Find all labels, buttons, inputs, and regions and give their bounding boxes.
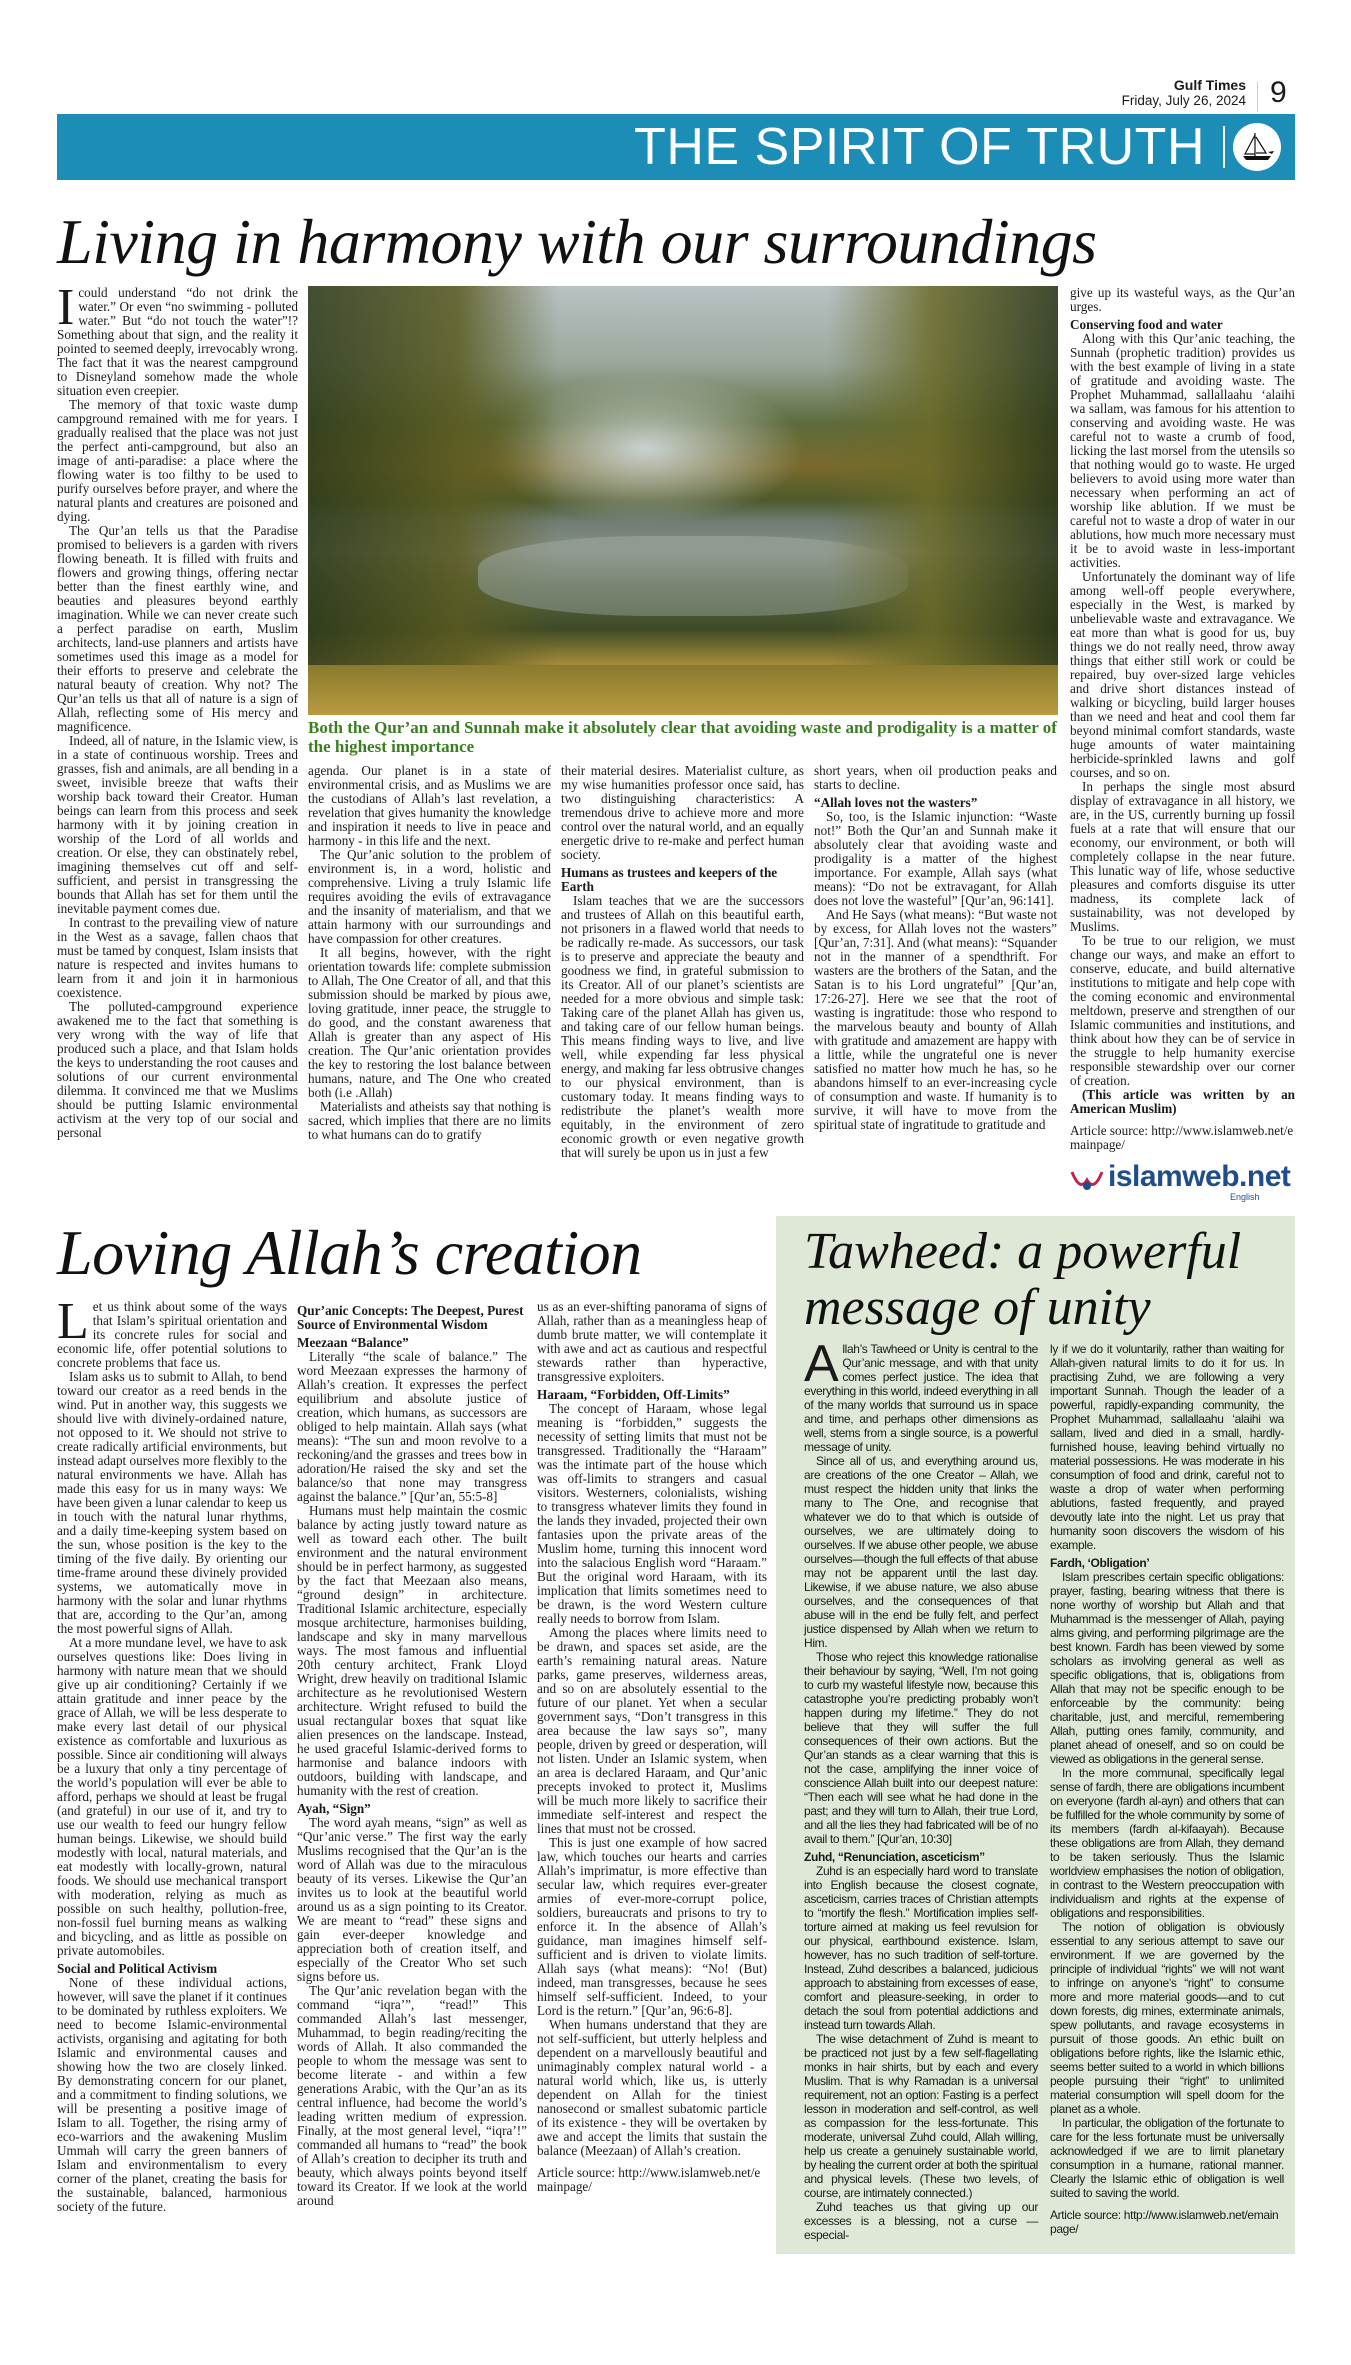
subheading: Haraam, “Forbidden, Off-Limits” (537, 1387, 730, 1402)
article1-column-3 (561, 764, 804, 1160)
lake-photo (308, 286, 1058, 715)
masthead-divider (1257, 82, 1258, 112)
subheading: Conserving food and water (1070, 317, 1223, 332)
paragraph: their material desires. Materialist culture, as my wise humanities professor once said, has two distinguishing characteristics: A tremendous drive to achieve more and more control over the natural world, and an equally energetic drive to re-make and perfect human society. (561, 763, 804, 862)
page-number: 9 (1270, 76, 1287, 109)
section-banner (57, 114, 1295, 180)
article1-right (1070, 286, 1295, 1200)
subheading: “Allah loves not the wasters” (814, 795, 978, 810)
article2-column-3 (537, 1300, 767, 2194)
subheading: Ayah, “Sign” (297, 1801, 371, 1816)
paragraph: The Qur’anic revelation began with the command “iqra’”, “read!” This commanded Allah’s last messenger, Muhammad, to begin reading/reciting the words of Allah. It also commanded the people to whom the message was sent to become literate - and within a few generations Arabic, with the Qur’an as its central influence, had become the world’s leading written medium of expression. Finally, at the most general level, “iqra’!” commanded all humans to “read” the book of Allah’s creation to decipher its truth and beauty, which always points beyond itself toward its Creator. If we look at the world around (297, 1983, 527, 2208)
article-source: Article source: http://www.islamweb.net/emainpage/ (1050, 2208, 1279, 2236)
lower-section (57, 1216, 1295, 2254)
subheading: Humans as trustees and keepers of the Earth (561, 865, 778, 894)
masthead-publication (1060, 78, 1246, 108)
paragraph: Indeed, all of nature, in the Islamic view, is in a state of continuous worship. Trees and grasses, fish and animals, are all bending in a sweet, invisible breeze that wafts their worship back toward their Creator. Human beings can learn from this process and seek harmony with it by joining creation in worship of the Lord of all worlds and creation. Or else, they can obstinately rebel, imagining themselves cut off and self-sufficient, and persist in transgressing the bounds that Allah has set for them until the inevitable payment comes due. (57, 733, 298, 916)
sidebar-column-2 (1050, 1342, 1284, 2236)
paragraph: The polluted-campground experience awakened me to the fact that something is very wrong with the way of life that produced such a place, and that Islam holds the keys to understanding the root causes and solutions of our current environmental dilemma. It convinced me that we Muslims should be putting Islamic environmental activism at the very top of our social and personal (57, 999, 298, 1140)
paragraph: And He Says (what means): “But waste not by excess, for Allah loves not the wasters” [Qur’an, 7:31]. And (what means): “Squander not in the manner of a spendthrift. For wasters are the brothers of the Satan, and the Satan is to his Lord ungrateful” [Qur’an, 17:26-27]. Here we see that the root of wasting is ingratitude: those who respond to the marvelous beauty and bounty of Allah with gratitude and amazement are happy with a little, while the ungrateful one is never satisfied no matter how much he has, so he abandons himself to an ever-increasing cycle of consumption and waste. If humanity is to survive, it will have to move from the spiritual state of ingratitude to gratitude and (814, 907, 1057, 1132)
paragraph: Islam asks us to submit to Allah, to bend toward our creator as a reed bends in the wind. Put in another way, this suggests we should live with divinely-ordained nature, not opposed to it. We should not strive to create radically artificial environments, but instead adapt ourselves more flexibly to the natural environments we have. Allah has made this easy for us in many ways: We have been given a lunar calendar to keep us in touch with the natural lunar rhythms, and a daily time-keeping system based on the sun, whose position is the key to the timing of the five daily. By orienting our time-frame around these divinely provided systems, we automatically move in harmony with the solar and lunar rhythms that are, according to the Qur’an, among the most powerful signs of Allah. (57, 1369, 287, 1636)
paragraph-text: et us think about some of the ways that Islam’s spiritual orientation and its concrete rules for social and economic life, offer potential solutions to concrete problems that face us. (57, 1299, 287, 1370)
paragraph (804, 1335, 1038, 1454)
banner-divider (1223, 126, 1225, 168)
paragraph: Along with this Qur’anic teaching, the Sunnah (prophetic tradition) provides us with the best example of living in a state of gratitude and avoiding waste. The Prophet Muhammad, sallallaahu ‘alaihi wa sallam, was famous for his attention to conserving and avoiding waste. He was careful not to waste a crumb of food, licking the last morsel from the utensils so that nothing would go to waste. He urged believers to avoid using more water than necessary when performing an act of worship like ablution. If we must be careful not to waste a drop of water in our ablutions, how much more necessary must it be to avoid waste in less-important activities. (1070, 331, 1295, 570)
paragraph: The Qur’anic solution to the problem of environment is, in a word, holistic and comprehensive. Living a truly Islamic life requires avoiding the evils of extravagance and the insanity of materialism, and that we attain harmony with our surroundings and have compassion for other creatures. (308, 847, 551, 946)
paragraph: us as an ever-shifting panorama of signs of Allah, rather than as a meaningless heap of dumb brute matter, we will contemplate it with awe and act as cautious and respectful stewards rather than hyperactive, transgressive exploiters. (537, 1299, 767, 1384)
paragraph: In perhaps the single most absurd display of extravagance in all history, we are, in the US, currently burning up fossil fuels at a rate that will ensure that our economy, our environment, or both will completely collapse in the near future. This lunatic way of life, whose seductive pleasures and comforts disguise its utter madness, its complete lack of sustainability, was not developed by Muslims. (1070, 779, 1295, 934)
paragraph: agenda. Our planet is in a state of environmental crisis, and as Muslims we are the custodians of Allah’s last revelation, a revelation that gives humanity the knowledge and inspiration it needs to live in peace and harmony - in this life and the next. (308, 763, 551, 848)
article-source: Article source: http://www.islamweb.net/emainpage/ (1070, 1123, 1294, 1152)
paragraph: ly if we do it voluntarily, rather than waiting for Allah-given natural limits to do it for us. In practising Zuhd, we are following a very important Sunnah. Though the leader of a powerful, rapidly-expanding community, the Prophet Muhammad, sallallaahu ‘alaihi wa sallam, lived and died in a small, hardly-furnished house, leaving behind virtually no material possessions. He was moderate in his consumption of food and drink, careful not to waste a drop of water when performing ablutions, fasted frequently, and prayed devoutly late into the night. Let us pray that humanity soon discovers the wisdom of his example. (1050, 1342, 1284, 1552)
paragraph: This is just one example of how sacred law, which touches our hearts and carries Allah’s imprimatur, is more effective than secular law, which requires ever-greater armies of ever-more-corrupt police, soldiers, bureaucrats and prisons to try to enforce it. In the absence of Allah’s guidance, man imagines himself self-sufficient and is driven to violate limits. Allah says (what means): “No! (But) indeed, man transgresses, because he sees himself self-sufficient. Indeed, to your Lord is the return.” [Qur’an, 96:6-8]. (537, 1835, 767, 2018)
paragraph: So, too, is the Islamic injunction: “Waste not!” Both the Qur’an and Sunnah make it absolutely clear that avoiding waste and prodigality is a matter of the highest importance. For example, Allah says (what means): “Do not be extravagant, for Allah does not love the wasteful” [Qur’an, 96:141]. (814, 809, 1057, 908)
article2-column-1 (57, 1293, 288, 2214)
paragraph: To be true to our religion, we must change our ways, and make an effort to conserve, educate, and build alternative institutions to mitigate and help cope with the coming economic and environmental meltdown, preserve and strengthen of our Islamic communities and institutions, and think about how they can be of service in the struggle to help humanity exercise responsible stewardship over our corner of creation. (1070, 933, 1295, 1088)
sidebar-box (776, 1216, 1295, 2254)
subheading: Meezaan “Balance” (297, 1335, 409, 1350)
paragraph: Zuhd is an especially hard word to translate into English because the closest cognate, asceticism, carries traces of Christian attempts to “mortify the flesh.” Mortification implies self-torture aimed at making us feel revulsion for our physical, earthbound existence. Islam, however, has no such tradition of self-torture. Instead, Zuhd describes a balanced, judicious approach to abstaining from excesses of ease, comfort and pleasure-seeking, in order to detach the soul from potential addictions and instead turn towards Allah. (804, 1864, 1038, 2032)
drop-cap: I (57, 279, 75, 336)
subheading: Zuhd, “Renunciation, asceticism” (804, 1850, 985, 1864)
drop-cap: L (57, 1293, 89, 1350)
paragraph: In the more communal, specifically legal sense of fardh, there are obligations incumbent on everyone (fardh al-ayn) and others that can be fulfilled for the whole community by some of its members (fardh al-kifaayah). Because these obligations are from Allah, they demand to be taken seriously. Thus the Islamic worldview emphasises the notion of obligation, in contrast to the Western preoccupation with individualism and rights at the expense of obligations and responsibilities. (1050, 1766, 1284, 1920)
masthead (57, 0, 1295, 114)
islamweb-logo (1070, 1160, 1291, 1202)
drop-cap: A (804, 1335, 839, 1393)
paragraph: At a more mundane level, we have to ask ourselves questions like: Does living in harmony with nature mean that we should give up air conditioning? Certainly if we attain gratitude and inner peace by the grace of Allah, we will be less desperate to make every last detail of our physical existence as comfortable and luxurious as possible. Since air conditioning will always be a luxury that only a tiny percentage of the world’s population will ever be able to afford, perhaps we should at least be frugal (and grateful) in our use of it, and try to use our wealth to feed our hungry fellow human beings. Likewise, we should build modestly with local, natural materials, and eat modestly with locally-grown, natural foods. We should use mechanical transport with moderation, relying as much as possible on such healthy, pollution-free, non-fossil fuel burning means as walking and bicycling, and as little as possible on private automobiles. (57, 1635, 288, 1958)
article1-headline: Living in harmony with our surroundings (57, 206, 1097, 277)
paragraph: Unfortunately the dominant way of life among well-off people everywhere, especially in the West, is marked by unbelievable waste and extravagance. We eat more than what is good for us, buy things we do not really need, throw away things that either still work or could be repaired, buy over-sized large vehicles and drive short distances instead of walking or bicycling, build larger houses than we need and heat and cool them far beyond minimal comfort standards, waste huge amounts of water maintaining herbicide-sprinkled lawns and golf courses, and so on. (1070, 569, 1295, 780)
paragraph: Those who reject this knowledge rationalise their behaviour by saying, “Well, I’m not going to curb my wasteful lifestyle now, because this catastrophe you’re predicting probably won’t happen during my lifetime.” They do not believe that they will suffer the full consequences of their own actions. But the Qur’an stands as a clear warning that this is not the case, amplifying the inner voice of conscience Allah built into our deepest nature: “Then each will see what he had done in the past; and they will turn to Allah, their true Lord, and all the lies they had fabricated will be of no avail to them.” [Qur’an, 10:30] (804, 1650, 1038, 1846)
paragraph: Islam teaches that we are the successors and trustees of Allah on this beautiful earth, not prisoners in a flawed world that needs to be radically re-made. As successors, our task is to preserve and appreciate the beauty and goodness we find, in grateful submission to its Creator. All of our planet’s scientists are needed for a more obvious and simple task: Taking care of the planet Allah has given us, and taking care of our fellow human beings. This means finding ways to live, and live well, while expending far less physical energy, and making far less obtrusive changes to our physical environment, than is customary today. It means finding ways to redistribute the planet’s wealth more equitably, in the environment of zero economic growth or even negative growth that will surely be upon us in just a few (561, 893, 804, 1160)
dhow-boat-icon (1233, 123, 1281, 171)
paragraph: The memory of that toxic waste dump campground remained with me for years. I gradually realised that the place was not just the perfect anti-campground, but also an image of anti-paradise: a place where the flowing water is too filthy to be used to purify ourselves before prayer, and where the natural plants and creatures are poisoned and dying. (57, 397, 298, 524)
paragraph: When humans understand that they are not self-sufficient, but utterly helpless and dependent on a marvellously beautiful and unimaginably complex natural world - a natural world which, like us, is utterly dependent on Allah for the tiniest nanosecond or smallest subatomic particle of its existence - they will be overtaken by awe and accept the limits that sustain the balance (Meezaan) of Allah’s creation. (537, 2017, 767, 2158)
article1-center (308, 286, 1058, 1160)
paragraph: It all begins, however, with the right orientation towards life: complete submission to Allah, The One Creator of all, and that this submission should be marked by pious awe, loving gratitude, inner peace, the struggle to do good, and the constant awareness that Allah is greater than any aspect of His creation. The Qur’anic orientation provides the key to restoring the lost balance between humans, nature, and The One who created both (i.e .Allah) (308, 945, 551, 1100)
article1-body (57, 279, 1295, 1202)
subheading: Fardh, ‘Obligation’ (1050, 1556, 1150, 1570)
paragraph: The word ayah means, “sign” as well as “Qur’anic verse.” The first way the early Muslims recognised that the Qur’an is the word of Allah was due to the miraculous beauty of its verses. Likewise the Qur’an invites us to look at the beautiful world around us as a sign pointing to its Creator. We are meant to “read” these signs and gain ever-deeper knowledge and appreciation both of creation itself, and especially of the Creator Who set such signs before us. (297, 1815, 527, 1984)
paragraph: Literally “the scale of balance.” The word Meezaan expresses the harmony of Allah’s creation. It expresses the perfect equilibrium and absolute justice of creation, which humans, as successors are obliged to help maintain. Allah says (what means): “The sun and moon revolve to a reckoning/and the grasses and trees bow in adoration/He raised the sky and set the balance/so that none may transgress against the balance.” [Qur’an, 55:5-8] (297, 1349, 527, 1504)
sidebar-headline: Tawheed: a powerful message of unity (804, 1223, 1242, 1336)
paragraph: None of these individual actions, however, will save the planet if it continues to be dominated by ruthless exploiters. We need to become Islamic-environmental activists, organising and agitating for both Islamic and environmental causes and showing how the two are closely linked. By demonstrating concern for our planet, and a commitment to finding solutions, we will be presenting a positive image of Islam to all. Together, the rising army of eco-warriors and the awakening Muslim Ummah will carry the green banners of Islam and environmentalism to every corner of the planet, creating the basis for the sustainable, balanced, harmonious society of the future. (57, 1975, 287, 2214)
paragraph: give up its wasteful ways, as the Qur’an urges. (1070, 285, 1295, 314)
sidebar-columns (804, 1335, 1284, 2242)
article2-columns (57, 1293, 768, 2214)
paragraph-text: could understand “do not drink the water.” Or even “no swimming - polluted water.” But “do not touch the water”!? Something about that sign, and the reality it pointed to seemed deeply, irrevocably wrong. The fact that it was the nearest campground to Disneyland somehow made the whole situation even creepier. (57, 285, 298, 398)
article1-lower-columns (308, 764, 1058, 1160)
paragraph: Zuhd teaches us that giving up our excesses is a blessing, not a curse — especial- (804, 2200, 1038, 2242)
paragraph: Humans must help maintain the cosmic balance by acting justly toward nature as well as toward each other. The built environment and the natural environment should be in perfect harmony, as suggested by the fact that Meezaan also means, “ground design” in architecture. Traditional Islamic architecture, especially mosque architecture, harmonises building, landscape and sky in many marvellous ways. The most famous and influential 20th century architect, Frank Lloyd Wright, drew heavily on traditional Islamic architecture as he revolutionised Western architecture. Wright refused to build the usual rectangular boxes that squat like alien presences on the landscape. Instead, he used graceful Islamic-derived forms to harmonise and balance indoors with outdoors, building with landscape, and humanity with the rest of creation. (297, 1503, 527, 1798)
article2-column-2 (297, 1300, 527, 2208)
paragraph-text: llah’s Tawheed or Unity is central to the Qur’anic message, and with that unity comes perfect justice. The idea that everything in this world, indeed everything in all of the many worlds that surround us in space and time, and perhaps other dimensions as well, stems from a single source, is a powerful message of unity. (804, 1342, 1038, 1454)
article-source: Article source: http://www.islamweb.net/emainpage/ (537, 2165, 761, 2194)
paragraph: short years, when oil production peaks and starts to decline. (814, 763, 1057, 792)
paragraph: In contrast to the prevailing view of nature in the West as a savage, fallen chaos that must be tamed by conquest, Islam insists that nature is respected and invites humans to learn from it and join it in harmonious coexistence. (57, 915, 298, 1000)
paragraph: Islam prescribes certain specific obligations: prayer, fasting, bearing witness that there is none worthy of worship but Allah and that Muhammad is the messenger of Allah, paying alms giving, and performing pilgrimage are the best known. Fardh has been viewed by some scholars as involving general as well as specific obligations, that is, obligations from Allah that may not be specific enough to be enforceable by the community: being charitable, just, and merciful, remembering Allah, putting ones family, community, and planet ahead of oneself, and so on could be viewed as obligations in the general sense. (1050, 1570, 1284, 1766)
subheading: Social and Political Activism (57, 1961, 218, 1976)
subheading: Qur’anic Concepts: The Deepest, Purest Source of Environmental Wisdom (297, 1303, 524, 1332)
publication-name: Gulf Times (1173, 77, 1246, 93)
paragraph: In particular, the obligation of the fortunate to care for the less fortunate must be universally acknowledged if we are to limit planetary consumption in a humane, rational manner. Clearly the Islamic ethic of obligation is well suited to saving the world. (1050, 2116, 1284, 2200)
article2-headline: Loving Allah’s creation (57, 1217, 642, 1288)
paragraph: The Qur’an tells us that the Paradise promised to believers is a garden with rivers flowing beneath. It is filled with fruits and flowers and growing things, offering nectar better than the finest earthly wine, and beauties and pleasures beyond earthly imagination. While we can never create such a perfect paradise on earth, Muslim architects, land-use planners and artists have sometimes used this image as a model for their efforts to preserve and celebrate the natural beauty of creation. Why not? The Qur’an tells us that all of nature is a sign of Allah, reflecting some of His mercy and magnificence. (57, 523, 298, 734)
logo-sub: English (1230, 1192, 1260, 1202)
publication-date: Friday, July 26, 2024 (1121, 93, 1246, 108)
article1-column-1 (57, 279, 298, 1140)
article1-column-4 (814, 764, 1057, 1132)
paragraph (57, 1293, 287, 1370)
paragraph: (This article was written by an American Muslim) (1070, 1087, 1295, 1116)
paragraph: Among the places where limits need to be drawn, and spaces set aside, are the earth’s remaining natural areas. Nature parks, game preserves, wilderness areas, and so on are absolutely essential to the future of our planet. Yet when a secular government says, “Don’t transgress in this area because the law says so”, many people, driven by greed or desperation, will not listen. Under an Islamic system, when an area is declared Haraam, and Qur’anic precepts invoked to protect it, Muslims will be much more likely to sacrifice their immediate self-interest and respect the lines that must not be crossed. (537, 1625, 767, 1836)
article2 (57, 1216, 768, 2214)
article1-column-2 (308, 764, 551, 1142)
sidebar-column-1 (804, 1335, 1038, 2242)
paragraph: The wise detachment of Zuhd is meant to be practiced not just by a few self-flagellating monks in hair shirts, but by each and every Muslim. That is why Ramadan is a universal requirement, not an option: Fasting is a perfect lesson in moderation and self-control, as well as compassion for the less-fortunate. This moderate, universal Zuhd could, Allah willing, help us create a genuinely sustainable world, by healing the current order at both the spiritual and physical levels. (These two levels, of course, are intimately connected.) (804, 2032, 1038, 2200)
paragraph: The concept of Haraam, whose legal meaning is “forbidden,” suggests the necessity of setting limits that must not be transgressed. Traditionally the “Haraam” was the intimate part of the house which was off-limits to strangers and casual visitors. Westerners, colonialists, wishing to transgress whatever limits they found in the lands they invaded, projected their own fantasies upon the private areas of the Muslim home, turning this innocent word into the salacious English word “Haraam.” But the original word Haraam, with its implication that limits sometimes need to be drawn, is the word Western culture really needs to borrow from Islam. (537, 1401, 767, 1626)
photo-caption: Both the Qur’an and Sunnah make it absolutely clear that avoiding waste and prodigality is a matter of the highest importance (308, 718, 1057, 756)
article1-column-5 (1070, 286, 1295, 1152)
paragraph: The notion of obligation is obviously essential to any serious attempt to save our environment. If we are governed by the principle of individual “rights” we will not want to infringe on anyone’s “right” to consume more and more material goods—and to cut down forests, dig mines, exterminate animals, spew pollutants, and ravage ecosystems in pursuit of those goods. An ethic built on obligations before rights, like the Islamic ethic, seems better suited to a world in which billions people pursuing their “right” to unlimited material consumption will spell doom for the planet as a whole. (1050, 1920, 1284, 2116)
paragraph: Since all of us, and everything around us, are creations of the one Creator – Allah, we must respect the hidden unity that links the many to The One, and recognise that whatever we do to that which is outside of ourselves, we are ultimately doing to ourselves. If we abuse other people, we abuse ourselves—though the full effects of that abuse may not be apparent until the last day. Likewise, if we abuse nature, we also abuse ourselves, and the consequences of that abuse will in the end be fully felt, and perfect justice dispensed by Allah when we return to Him. (804, 1454, 1038, 1650)
paragraph (57, 279, 298, 398)
section-title: THE SPIRIT OF TRUTH (634, 118, 1205, 176)
paragraph: Materialists and atheists say that nothing is sacred, which implies that there are no limits to what humans can do to gratify (308, 1099, 551, 1142)
logo-name: islamweb.net (1108, 1160, 1291, 1193)
